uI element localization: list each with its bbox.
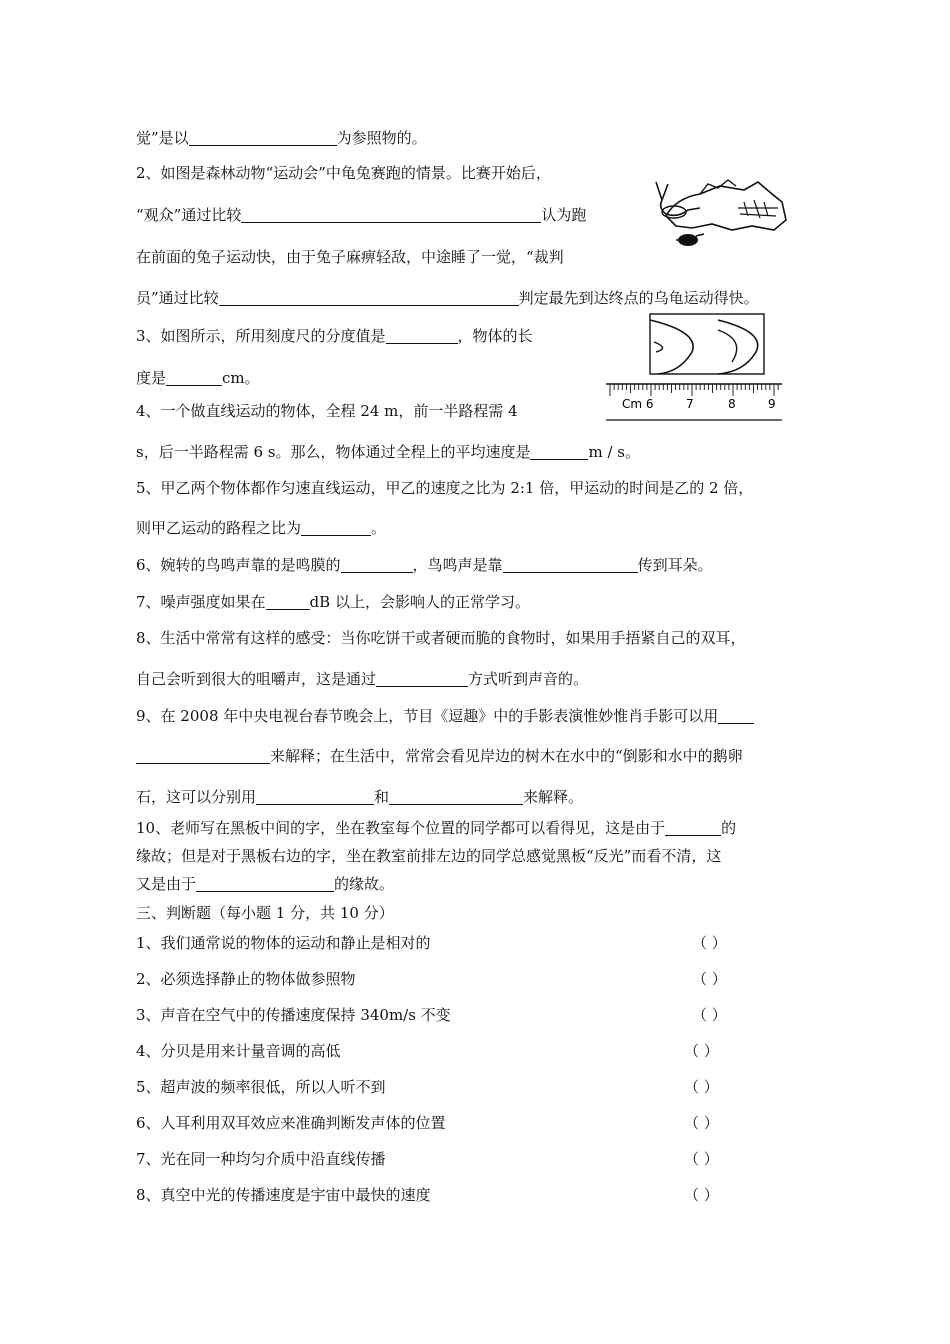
q7-line: 7、噪声强度如果在 dB 以上，会影响人的正常学习。	[136, 593, 530, 611]
judge-item-2: 2、必须选择静止的物体做参照物	[136, 970, 356, 988]
q3-line2: 度是 cm。	[136, 369, 260, 387]
answer-blank[interactable]	[196, 875, 334, 892]
answer-blank[interactable]	[389, 788, 523, 805]
judge-answer-1[interactable]: （ ）	[692, 934, 727, 952]
judge-answer-4[interactable]: （ ）	[684, 1042, 719, 1060]
q5-line1: 5、甲乙两个物体都作匀速直线运动，甲乙的速度之比为 2:1 倍，甲运动的时间是乙的 2 倍，	[136, 479, 754, 497]
judge-answer-3[interactable]: （ ）	[692, 1006, 727, 1024]
q8-line1: 8、生活中常常有这样的感受：当你吃饼干或者硬而脆的食物时，如果用手捂紧自己的双耳，	[136, 629, 746, 647]
ruler-label-6: Cm 6	[622, 397, 654, 411]
q1-line: 觉”是以 为参照物的。	[136, 129, 427, 147]
answer-blank[interactable]	[256, 788, 374, 805]
answer-blank[interactable]	[241, 206, 541, 223]
answer-blank[interactable]	[530, 443, 588, 460]
judge-item-8: 8、真空中光的传播速度是宇宙中最快的速度	[136, 1186, 431, 1204]
judge-answer-7[interactable]: （ ）	[684, 1150, 719, 1168]
judge-answer-6[interactable]: （ ）	[684, 1114, 719, 1132]
answer-blank[interactable]	[386, 327, 458, 344]
answer-blank[interactable]	[219, 289, 519, 306]
ruler-ticks	[610, 384, 778, 396]
answer-blank[interactable]	[665, 819, 721, 836]
q2-line1: 2、如图是森林动物“运动会”中龟兔赛跑的情景。比赛开始后，	[136, 164, 551, 182]
answer-blank[interactable]	[266, 593, 310, 610]
judge-answer-8[interactable]: （ ）	[684, 1186, 719, 1204]
q9-line2: 来解释；在生活中，常常会看见岸边的树木在水中的“倒影和水中的鹅卵	[136, 746, 743, 766]
judge-item-7: 7、光在同一种均匀介质中沿直线传播	[136, 1150, 386, 1168]
q2-line4: 员”通过比较 判定最先到达终点的乌龟运动得快。	[136, 289, 759, 307]
answer-blank[interactable]	[376, 670, 468, 687]
q10-line3: 又是由于 的缘故。	[136, 875, 395, 893]
answer-blank[interactable]	[503, 556, 638, 573]
judge-item-1: 1、我们通常说的物体的运动和静止是相对的	[136, 934, 431, 952]
answer-blank[interactable]	[301, 519, 371, 536]
q9-line1: 9、在 2008 年中央电视台春节晚会上，节目《逗趣》中的手影表演惟妙惟肖手影可以用	[136, 706, 754, 726]
q2-line3: 在前面的兔子运动快，由于兔子麻痹轻敌，中途睡了一觉，“裁判	[136, 248, 564, 266]
judge-item-3: 3、声音在空气中的传播速度保持 340m/s 不变	[136, 1006, 451, 1024]
tortoise-hare-illustration	[648, 172, 790, 250]
judge-item-4: 4、分贝是用来计量音调的高低	[136, 1042, 341, 1060]
q8-line2: 自己会听到很大的咀嚼声，这是通过 方式听到声音的。	[136, 670, 589, 688]
ruler-figure	[600, 312, 790, 424]
judge-item-6: 6、人耳利用双耳效应来准确判断发声体的位置	[136, 1114, 446, 1132]
q9-line3: 石，这可以分别用 和 来解释。	[136, 788, 584, 806]
q6-line: 6、婉转的鸟鸣声靠的是鸣膜的 ，鸟鸣声是靠 传到耳朵。	[136, 556, 713, 574]
answer-blank[interactable]	[341, 556, 413, 573]
q5-line2: 则甲乙运动的路程之比为 。	[136, 519, 387, 537]
q4-line2: s，后一半路程需 6 s。那么，物体通过全程上的平均速度是 m / s。	[136, 443, 640, 461]
answer-blank[interactable]	[718, 707, 754, 724]
answer-blank[interactable]	[136, 747, 270, 764]
judge-answer-2[interactable]: （ ）	[692, 970, 727, 988]
q4-line1: 4、一个做直线运动的物体，全程 24 m，前一半路程需 4	[136, 402, 518, 420]
answer-blank[interactable]	[189, 129, 337, 146]
answer-blank[interactable]	[166, 369, 222, 386]
q10-line1: 10、老师写在黑板中间的字，坐在教室每个位置的同学都可以看得见，这是由于 的	[136, 819, 737, 837]
section3-title: 三、判断题（每小题 1 分，共 10 分）	[136, 904, 394, 922]
q3-line1: 3、如图所示，所用刻度尺的分度值是 ，物体的长	[136, 327, 533, 345]
judge-answer-5[interactable]: （ ）	[684, 1078, 719, 1096]
ruler-label-7: 7	[686, 397, 694, 411]
judge-item-5: 5、超声波的频率很低，所以人听不到	[136, 1078, 386, 1096]
ruler-label-9: 9	[768, 397, 776, 411]
q10-line2: 缘故；但是对于黑板右边的字，坐在教室前排左边的同学总感觉黑板“反光”而看不清，这	[136, 847, 722, 865]
q2-line2: “观众”通过比较 认为跑	[136, 206, 587, 224]
ruler-label-8: 8	[728, 397, 736, 411]
